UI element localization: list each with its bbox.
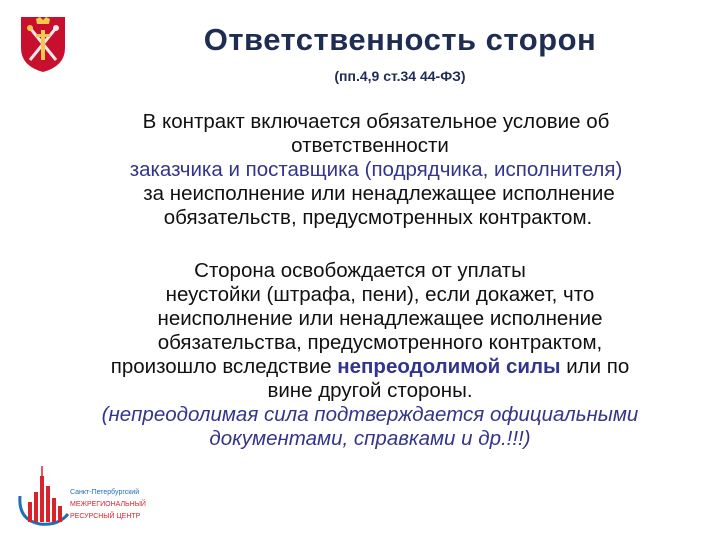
text-line: обязательств, предусмотренных контрактом. bbox=[163, 206, 593, 229]
text-line: неустойки (штрафа, пени), если докажет, что bbox=[165, 283, 595, 306]
text-line bbox=[40, 355, 700, 379]
paragraph-exemption bbox=[40, 259, 700, 451]
resource-center-logo-icon bbox=[14, 462, 164, 530]
text-line: неисполнение или ненадлежащее исполнение bbox=[157, 307, 603, 330]
page-subtitle: (пп.4,9 ст.34 44-ФЗ) bbox=[334, 68, 466, 84]
text-line: обязательства, предусмотренного контрактом, bbox=[157, 331, 603, 354]
logo-text-line: МЕЖРЕГИОНАЛЬНЫЙ bbox=[70, 501, 146, 508]
text-line: В контракт включается обязательное условие об bbox=[142, 110, 610, 133]
paragraph-inclusion-condition bbox=[40, 110, 700, 230]
logo-text-line: Санкт-Петербургский bbox=[70, 489, 140, 496]
text-line-italic: (непреодолимая сила подтверждается официальными bbox=[101, 403, 639, 426]
text-line-italic: документами, справками и др.!!!) bbox=[209, 427, 531, 450]
coat-of-arms-icon bbox=[18, 14, 68, 74]
force-majeure-emphasis: непреодолимой силы bbox=[337, 355, 561, 378]
page-title: Ответственность сторон bbox=[203, 22, 597, 57]
logo-text-line: РЕСУРСНЫЙ ЦЕНТР bbox=[70, 513, 141, 520]
text-fragment: или по bbox=[560, 355, 630, 378]
text-line: вине другой стороны. bbox=[267, 379, 473, 402]
text-line: за неисполнение или ненадлежащее исполнение bbox=[143, 182, 615, 205]
text-line: ответственности bbox=[291, 134, 449, 157]
text-fragment: произошло вследствие bbox=[110, 355, 338, 378]
text-line: заказчика и поставщика (подрядчика, исполнителя) bbox=[129, 158, 623, 181]
text-line: Сторона освобождается от уплаты bbox=[194, 259, 526, 282]
